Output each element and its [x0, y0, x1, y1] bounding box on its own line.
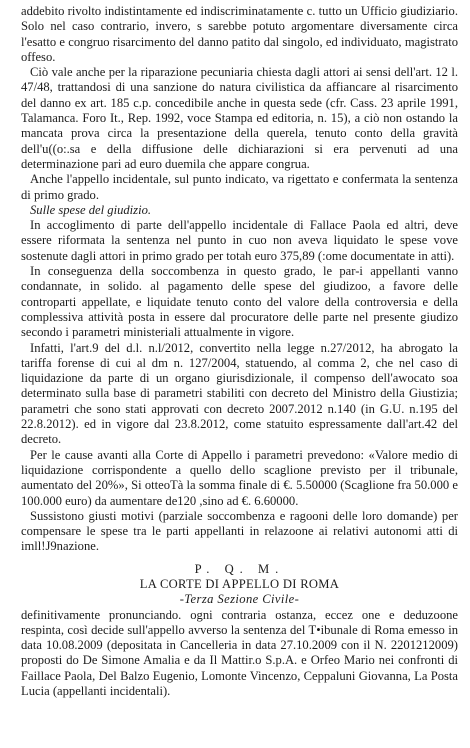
heading-court-section: -Terza Sezione Civile- [179, 592, 300, 607]
heading-pqm: P. Q. M. [194, 561, 285, 576]
paragraph-offense-continuation: addebito rivolto indistintamente ed indiscriminatamente c. tutto un Ufficio giudiziario. Solo nel caso contrario, invero, s sarebbe potuto argomentare diversamente circa l'esatto e congruo risarcimento del danno patito dal singolo, ed individuato, magistrato offeso. [21, 4, 458, 64]
paragraph-fee-parameters: Per le cause avanti alla Corte di Appello i parametri prevedono: «Valore medio di liquidazione corrispondente a quello dello scaglione previsto per il tribunale, aumentato del 20%», Si otteoTà la somma finale di €. 5.50000 (Scaglione fra 50.000 e 100.000 euro) da aumentare de120 ,sino ad €. 6.60000. [21, 447, 458, 508]
document-body [21, 4, 458, 699]
paragraph-pecuniary-reparation: Ciò vale anche per la riparazione pecuniaria chiesta dagli attori ai sensi dell'art. 12 l. 47/48, trattandosi di una sanzione do natura civilistica da affiancare al risarcimento del danno ex art. 185 c.p. concedibile anche in questa sede (cfr. Cass. 23 aprile 1991, Talamanca. Foro It., Rep. 1992, voce Stampa ed editoria, n. 15), a ciò non ostando la mancata prova circa la presentazione della querela, tenuto conto della gravità dell'u((o:.sa e della diffusione delle dichiarazioni si era pervenuti ad una determinazione pari ad euro duemila che appare congrua. [21, 65, 458, 171]
paragraph-incidental-appeal-rejected: Anche l'appello incidentale, sul punto indicato, va rigettato e confermata la sentenza di primo grado. [21, 172, 458, 202]
heading-court-name: LA CORTE DI APPELLO DI ROMA [139, 576, 340, 591]
paragraph-final-ruling: definitivamente pronunciando. ogni contraria ostanza, eccez one e deduzoone respinta, così decide sull'appello avverso la sentenza del T•ibunale di Roma emesso in data 10.08.2009 (depositata in Cancelleria in data 27.10.2009 con il N. 2201212009) proposti do De Simone Amalia e da Il Mattir.o S.p.A. e Orfeo Mario nei confronti di Faillace Paola, Del Balzo Eugenio, Lomonte Vincenzo, Ceppaluni Giovanna, La Posta Lucia (appellanti incidentali). [21, 607, 458, 699]
paragraph-cost-compensation: Sussistono giusti motivi (parziale soccombenza e ragooni delle loro domande) per compensare le spese tra le parti appellanti in relazoone ai relativi autonomi atti di imll!J9nazione. [21, 508, 458, 554]
paragraph-costs-liability: In conseguenza della soccombenza in questo grado, le par-i appellanti vanno condannate, in solido. al pagamento delle spese del giudizoo, a favore delle controparti appellate, e liquidate tenuto conto del valore della controversia e della complessiva attività posta in essere dal procuratore delle parte nel presente giudizo secondo i parametri ministeriali attualmente in vigore. [21, 264, 458, 340]
paragraph-first-instance-costs: In accoglimento di parte dell'appello incidentale di Fallace Paola ed altri, deve essere riformata la sentenza nel punto in cuo non aveva liquidato le spese vove sostenute dagli attori in primo grado per totah euro 375,89 (:ome documentate in atti). [21, 218, 458, 263]
paragraph-legal-fees-decree: Infatti, l'art.9 del d.l. n.l/2012, convertito nella legge n.27/2012, ha abrogato la tariffa forense di cui al dm n. 127/2004, statuendo, al comma 2, che nel caso di liquidazione da parte di un organo giurisdizionale, il compenso dell'awocato soa determinato sulla base di parametri stabiliti con decreto del Ministro della Giustizia; parametri che sono stati approvati con decreto 2007.2012 n.140 (in G.U. n.195 del 22.8.2012). ed in vigore dal 23.8.2012, come statuito espressamente dall'art.42 del decreto. [21, 340, 458, 447]
section-heading-costs: Sulle spese del giudizio. [30, 202, 152, 217]
